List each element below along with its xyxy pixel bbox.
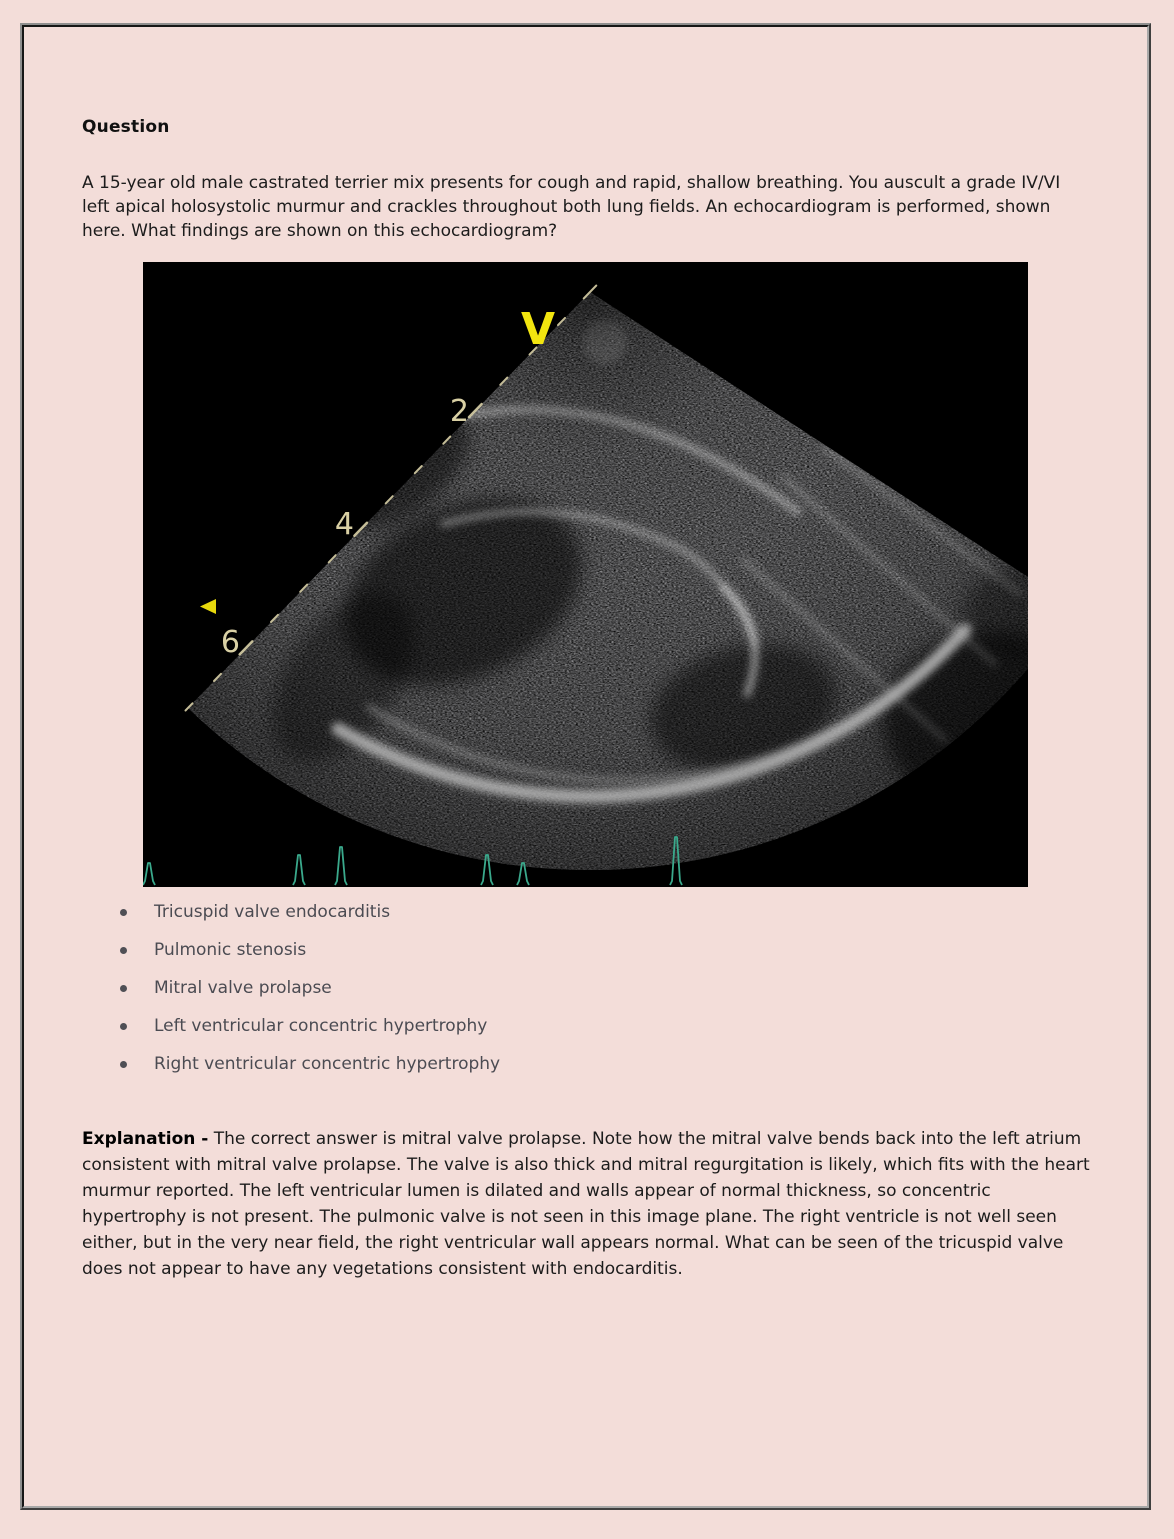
answer-options-list — [118, 901, 1018, 1091]
question-text: A 15-year old male castrated terrier mix presents for cough and rapid, shallow breathing. You auscult a grade IV/VI left apical holosystolic murmur and crackles throughout both lung fields. An echocardiogram is performed, shown here. What findings are shown on this echocardiogram? — [82, 173, 1061, 241]
explanation-text: The correct answer is mitral valve prolapse. Note how the mitral valve bends back into the left atrium consistent with mitral valve prolapse. The valve is also thick and mitral regurgitation is likely, which fits with the heart murmur reported. The left ventricular lumen is dilated and walls appear of normal thickness, so concentric hypertrophy is not present. The pulmonic valve is not seen in this image plane. The right ventricle is not well seen either, but in the very near field, the right ventricular wall appears normal. What can be seen of the tricuspid valve does not appear to have any vegetations consistent with endocarditis. — [82, 1129, 1090, 1279]
explanation-label: Explanation - — [82, 1129, 209, 1149]
answer-option[interactable] — [118, 977, 1018, 1000]
answer-option[interactable] — [118, 1053, 1018, 1076]
answer-option-label: Mitral valve prolapse — [154, 978, 332, 998]
answer-option[interactable] — [118, 901, 1018, 924]
answer-option-label: Tricuspid valve endocarditis — [154, 902, 391, 922]
answer-option[interactable] — [118, 939, 1018, 962]
answer-option-label: Left ventricular concentric hypertrophy — [154, 1016, 488, 1036]
depth-label-2: 2 — [449, 394, 469, 429]
bullet-icon — [120, 1061, 127, 1068]
bullet-icon — [120, 1023, 127, 1030]
echocardiogram — [143, 262, 1028, 887]
depth-label-6: 6 — [220, 625, 240, 660]
bullet-icon — [120, 909, 127, 916]
bullet-icon — [120, 985, 127, 992]
explanation — [82, 1126, 1100, 1282]
orientation-marker: V — [521, 304, 556, 355]
question-heading: Question — [82, 117, 170, 137]
echo-image — [143, 262, 1028, 887]
answer-option-label: Pulmonic stenosis — [154, 940, 307, 960]
bullet-icon — [120, 947, 127, 954]
depth-label-4: 4 — [334, 507, 354, 542]
answer-option[interactable] — [118, 1015, 1018, 1038]
answer-option-label: Right ventricular concentric hypertrophy — [154, 1054, 501, 1074]
